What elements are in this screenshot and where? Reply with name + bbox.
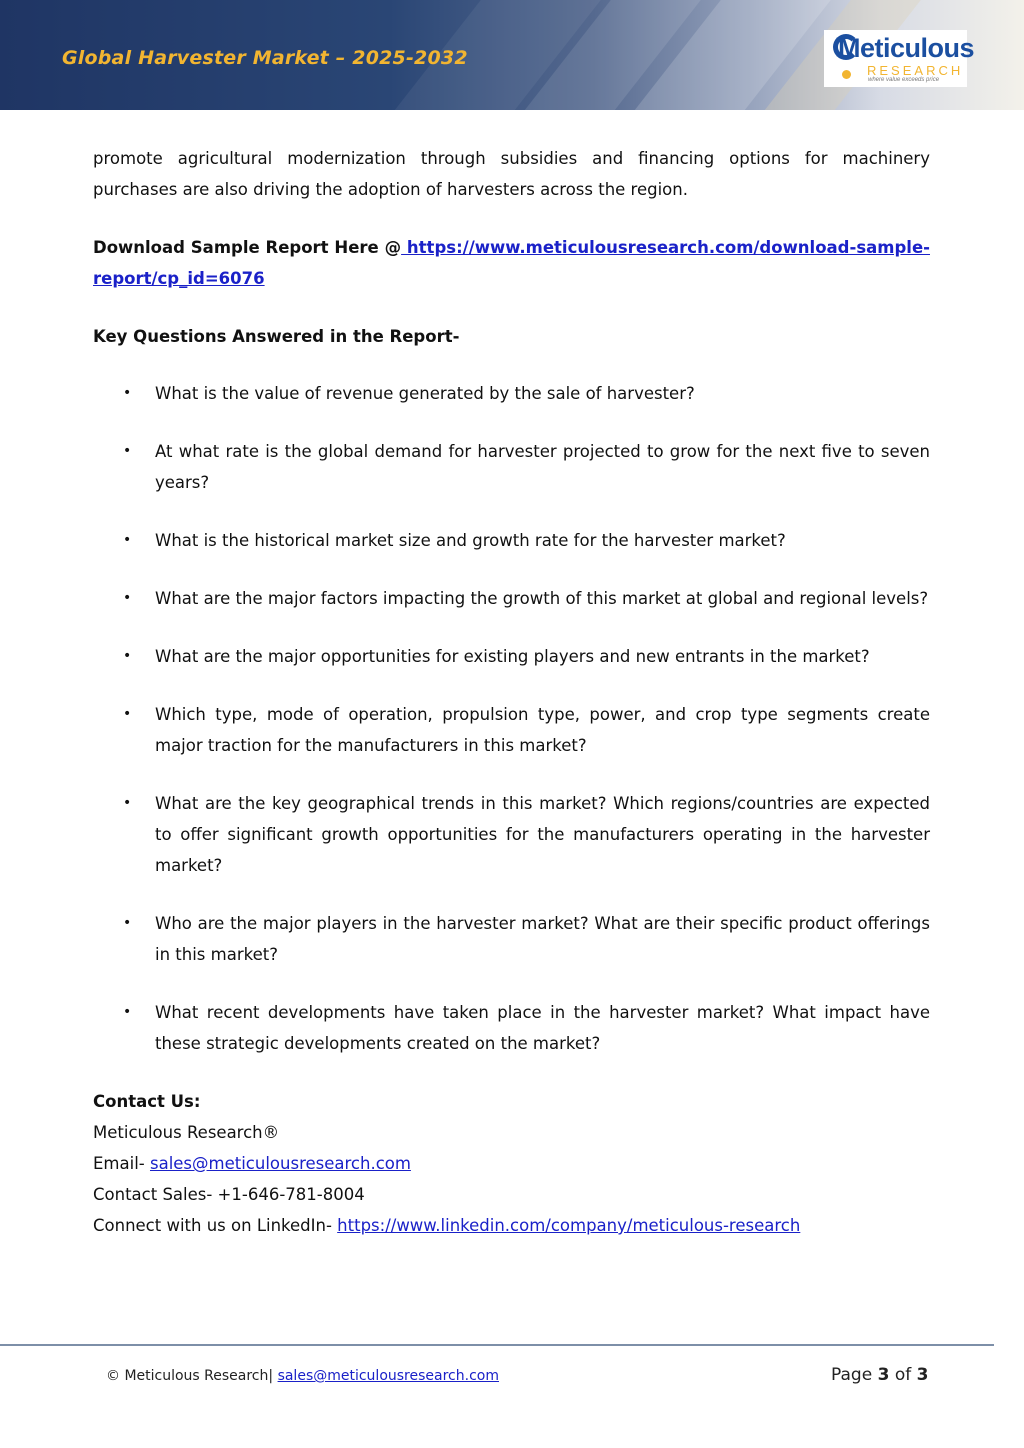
bullet-icon: • <box>123 1004 132 1020</box>
bullet-icon: • <box>123 915 132 931</box>
logo-tagline: where value exceeds price <box>868 77 940 83</box>
bullet-icon: • <box>123 385 132 401</box>
list-item <box>93 436 930 498</box>
download-label: Download Sample Report Here @ <box>93 238 402 257</box>
page-indicator <box>831 1365 928 1385</box>
question-text: What are the major factors impacting the growth of this market at global and regional levels? <box>155 589 929 608</box>
list-item <box>93 788 930 881</box>
bullet-icon: • <box>123 590 132 606</box>
page-label: Page <box>831 1365 873 1385</box>
linkedin-line <box>93 1210 930 1241</box>
company-logo <box>824 30 975 87</box>
linkedin-link[interactable]: https://www.linkedin.com/company/meticulous-research <box>337 1216 801 1235</box>
bullet-icon: • <box>123 443 132 459</box>
footer-divider <box>0 1344 994 1346</box>
contact-section <box>93 1086 930 1241</box>
list-item <box>93 699 930 761</box>
question-text: What recent developments have taken place in the harvester market? What impact have these strategic developments created on the market? <box>155 1003 930 1053</box>
sales-phone: Contact Sales- +1-646-781-8004 <box>93 1185 365 1204</box>
list-item <box>93 908 930 970</box>
question-text: What are the key geographical trends in this market? Which regions/countries are expected to offer significant growth opportunities for the manufacturers operating in the harvester market? <box>155 794 930 875</box>
page-of: of <box>894 1365 912 1385</box>
question-text: At what rate is the global demand for harvester projected to grow for the next five to seven years? <box>155 442 930 492</box>
question-text: What is the historical market size and growth rate for the harvester market? <box>155 531 786 550</box>
logo-dot-icon <box>842 70 851 79</box>
company-name: Meticulous Research® <box>93 1123 280 1142</box>
page-total: 3 <box>916 1365 929 1385</box>
document-title: Global Harvester Market – 2025-2032 <box>62 47 468 69</box>
copyright-text: © Meticulous Research| <box>106 1368 274 1384</box>
download-sample-link[interactable]: https://www.meticulousresearch.com/download-sample-report/cp_id=6076 <box>93 238 930 288</box>
bullet-icon: • <box>123 706 132 722</box>
question-text: What is the value of revenue generated by the sale of harvester? <box>155 384 695 403</box>
logo-sub-text: RESEARCH <box>867 63 964 78</box>
header-banner <box>0 0 1024 110</box>
list-item <box>93 378 930 409</box>
email-link[interactable]: sales@meticulousresearch.com <box>149 1154 411 1173</box>
email-line <box>93 1148 930 1179</box>
footer-email-link[interactable]: sales@meticulousresearch.com <box>277 1368 499 1384</box>
footer-copyright <box>106 1368 499 1384</box>
contact-heading: Contact Us: <box>93 1092 201 1111</box>
bullet-icon: • <box>123 648 132 664</box>
bullet-icon: • <box>123 532 132 548</box>
bullet-icon: • <box>123 795 132 811</box>
list-item <box>93 525 930 556</box>
linkedin-label: Connect with us on LinkedIn- <box>93 1216 338 1235</box>
page-current: 3 <box>877 1365 890 1385</box>
questions-heading: Key Questions Answered in the Report- <box>93 327 460 346</box>
list-item <box>93 997 930 1059</box>
question-text: Which type, mode of operation, propulsion type, power, and crop type segments create major traction for the manufacturers in this market? <box>155 705 930 755</box>
question-text: What are the major opportunities for existing players and new entrants in the market? <box>155 647 870 666</box>
intro-paragraph: promote agricultural modernization through subsidies and financing options for machinery purchases are also driving the adoption of harvesters across the region. <box>93 149 930 199</box>
document-body <box>93 143 930 1241</box>
questions-list <box>93 378 930 1059</box>
list-item <box>93 583 930 614</box>
email-label: Email- <box>93 1154 150 1173</box>
download-paragraph <box>93 232 930 294</box>
logo-brand-text: Meticulous <box>838 33 975 63</box>
question-text: Who are the major players in the harvester market? What are their specific product offerings in this market? <box>155 914 930 964</box>
list-item <box>93 641 930 672</box>
